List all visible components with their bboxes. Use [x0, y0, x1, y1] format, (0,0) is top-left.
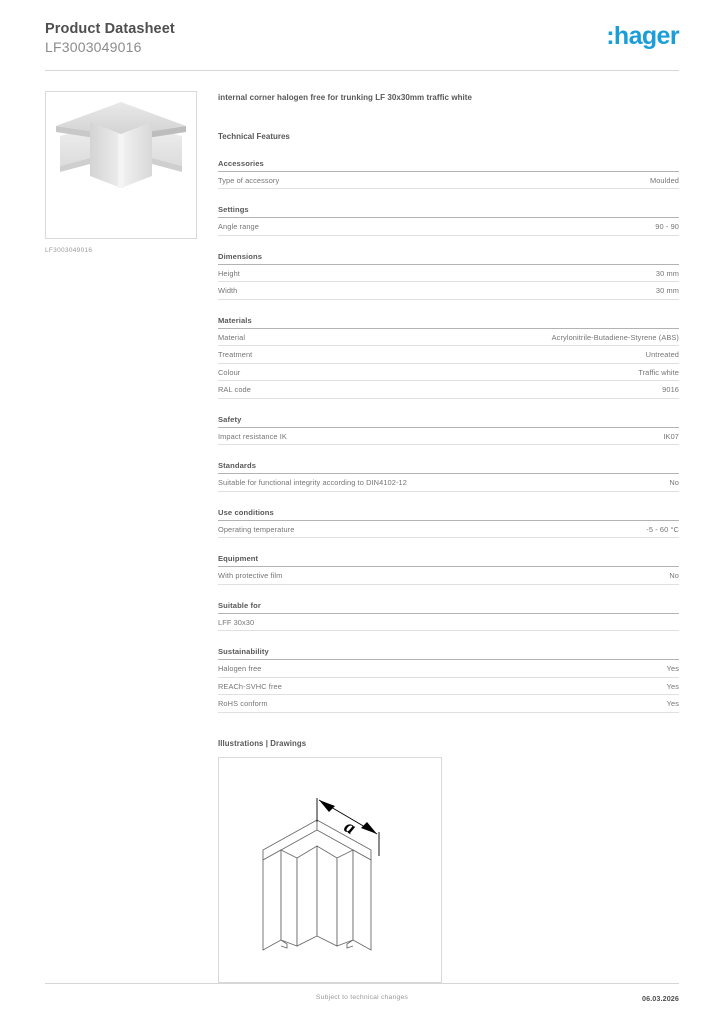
spec-value: 30 mm: [655, 286, 679, 296]
spec-label: Suitable for functional integrity according to DIN4102-12: [218, 478, 407, 488]
section-title: Dimensions: [218, 252, 679, 265]
drawing-frame: [218, 757, 442, 983]
footer-note: Subject to technical changes: [315, 994, 409, 1001]
spec-row: [218, 329, 679, 347]
spec-label: Angle range: [218, 222, 259, 232]
spec-label: Height: [218, 268, 240, 278]
spec-section: [218, 415, 679, 446]
spec-value: 9016: [662, 385, 679, 395]
hager-logo: :hager: [606, 22, 679, 50]
product-image-column: [45, 91, 200, 254]
product-reference: LF3003049016: [45, 39, 142, 56]
spec-sections: [218, 159, 679, 713]
spec-value: Traffic white: [638, 367, 679, 377]
spec-value: 30 mm: [655, 268, 679, 278]
internal-corner-technical-line-drawing: [219, 758, 441, 982]
spec-value: Untreated: [645, 350, 679, 360]
spec-section: [218, 252, 679, 300]
spec-row: [218, 474, 679, 492]
spec-section: [218, 159, 679, 190]
page-footer: [45, 983, 679, 1006]
spec-value: 90 - 90: [655, 222, 679, 232]
product-name: internal corner halogen free for trunking LF 30x30mm traffic white: [218, 92, 473, 102]
footer-date: 06.03.2026: [642, 994, 679, 1003]
spec-section: [218, 461, 679, 492]
spec-label: Type of accessory: [218, 175, 280, 185]
spec-row: [218, 678, 679, 696]
spec-value: -5 - 60 °C: [646, 524, 679, 534]
spec-row: [218, 614, 679, 632]
dimension-label-a: a: [340, 815, 360, 839]
spec-section: [218, 508, 679, 539]
spec-label: REACh-SVHC free: [218, 681, 282, 691]
spec-label: RoHS conform: [218, 699, 268, 709]
title-block: [45, 21, 175, 56]
spec-row: [218, 695, 679, 713]
spec-row: [218, 265, 679, 283]
section-title: Safety: [218, 415, 679, 428]
spec-row: [218, 346, 679, 364]
spec-label: Material: [218, 332, 246, 342]
section-title: Suitable for: [218, 601, 679, 614]
spec-row: [218, 381, 679, 399]
spec-row: [218, 172, 679, 190]
product-image-frame: [45, 91, 197, 239]
header-divider: [45, 70, 679, 71]
specifications-column: [218, 91, 679, 983]
technical-features-heading: Technical Features: [218, 131, 290, 141]
spec-row: [218, 660, 679, 678]
section-title: Standards: [218, 461, 679, 474]
section-title: Use conditions: [218, 508, 679, 521]
spec-section: [218, 647, 679, 713]
spec-label: Impact resistance IK: [218, 431, 287, 441]
page-title: Product Datasheet: [45, 21, 175, 37]
footer-divider: [45, 983, 679, 984]
spec-label: Colour: [218, 367, 241, 377]
spec-value: IK07: [663, 431, 679, 441]
spec-value: Yes: [666, 681, 679, 691]
spec-row: [218, 282, 679, 300]
spec-value: Moulded: [649, 175, 679, 185]
spec-label: Halogen free: [218, 664, 262, 674]
spec-section: [218, 205, 679, 236]
spec-label: Treatment: [218, 350, 253, 360]
section-title: Settings: [218, 205, 679, 218]
spec-label: LFF 30x30: [218, 617, 255, 627]
spec-section: [218, 316, 679, 399]
spec-row: [218, 428, 679, 446]
product-image-caption: LF3003049016: [45, 246, 93, 254]
spec-row: [218, 218, 679, 236]
spec-section: [218, 554, 679, 585]
section-title: Sustainability: [218, 647, 679, 660]
spec-value: No: [669, 478, 679, 488]
spec-row: [218, 364, 679, 382]
spec-value: Yes: [666, 664, 679, 674]
spec-row: [218, 567, 679, 585]
spec-value: Acrylonitrile-Butadiene-Styrene (ABS): [551, 332, 679, 342]
section-title: Equipment: [218, 554, 679, 567]
spec-section: [218, 601, 679, 632]
spec-row: [218, 521, 679, 539]
spec-label: Width: [218, 286, 238, 296]
spec-value: Yes: [666, 699, 679, 709]
spec-value: No: [669, 571, 679, 581]
content-area: [45, 91, 679, 983]
drawings-heading: Illustrations | Drawings: [218, 738, 307, 748]
section-title: Accessories: [218, 159, 679, 172]
spec-label: With protective film: [218, 571, 283, 581]
internal-corner-3d-render: [46, 92, 196, 238]
spec-label: Operating temperature: [218, 524, 295, 534]
spec-label: RAL code: [218, 385, 251, 395]
section-title: Materials: [218, 316, 679, 329]
page-header: [45, 0, 679, 56]
